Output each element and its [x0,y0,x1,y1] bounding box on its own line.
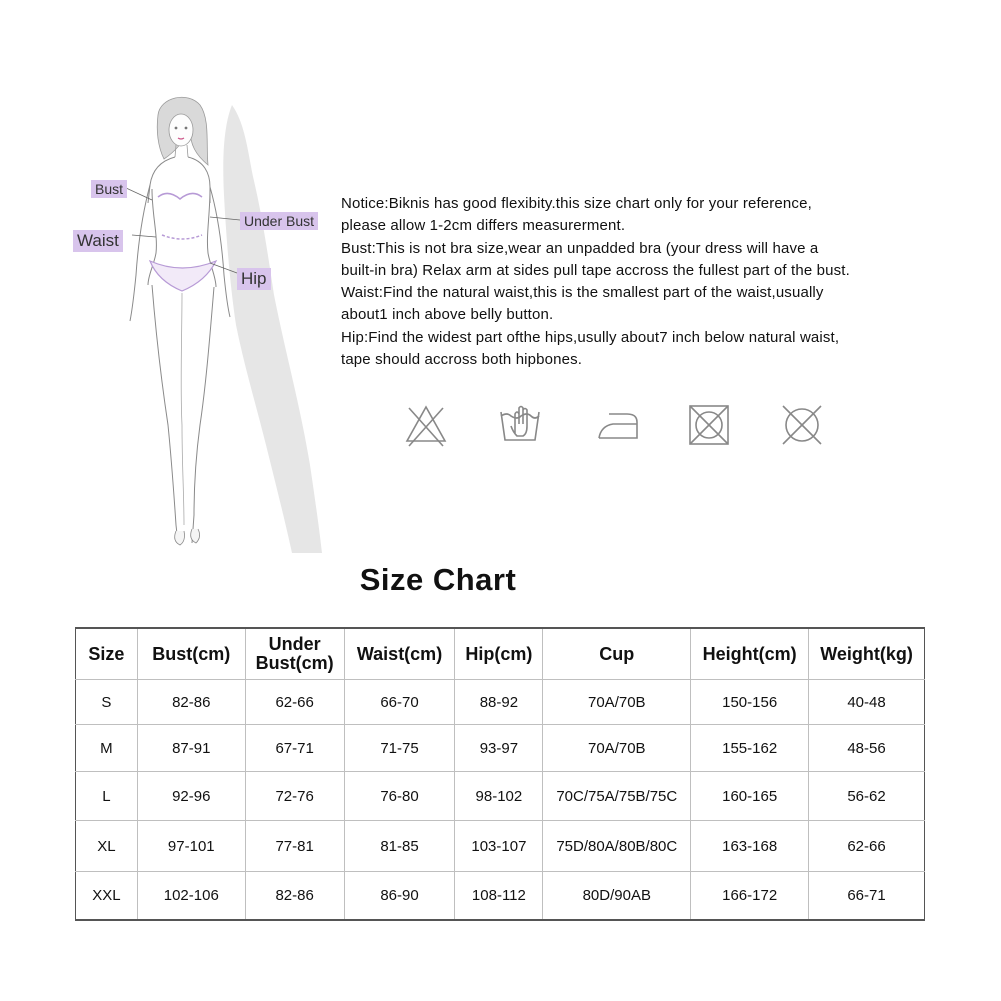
notice-line: Waist:Find the natural waist,this is the smallest part of the waist,usually [341,284,824,302]
notice-line: please allow 1-2cm differs measurerment. [341,217,626,235]
table-cell: 92-96 [137,772,245,821]
table-cell: 166-172 [691,872,809,921]
table-cell: 163-168 [691,821,809,872]
table-cell: 103-107 [455,821,543,872]
table-cell: 82-86 [137,680,245,725]
size-chart-title: Size Chart [359,562,517,597]
table-cell: 82-86 [245,872,344,921]
do-not-dry-clean-icon [779,400,825,448]
column-header: Cup [543,628,691,680]
table-cell: 97-101 [137,821,245,872]
column-header: Bust(cm) [137,628,245,680]
column-header: Weight(kg) [809,628,925,680]
table-cell: 155-162 [691,725,809,772]
table-row [76,772,925,821]
table-cell: 76-80 [344,772,455,821]
table-header-row [76,628,925,680]
table-cell: 70A/70B [543,725,691,772]
column-header: Size [76,628,138,680]
table-cell: 48-56 [809,725,925,772]
notice-line: Bust:This is not bra size,wear an unpadded bra (your dress will have a [341,239,819,257]
table-cell: 108-112 [455,872,543,921]
column-header: Hip(cm) [455,628,543,680]
table-cell: 40-48 [809,680,925,725]
table-cell: 70C/75A/75B/75C [543,772,691,821]
table-cell: 62-66 [809,821,925,872]
hip-label: Hip [237,268,271,290]
table-cell: 75D/80A/80B/80C [543,821,691,872]
column-header: Waist(cm) [344,628,455,680]
table-cell: 81-85 [344,821,455,872]
table-cell: 62-66 [245,680,344,725]
table-cell: 88-92 [455,680,543,725]
table-cell: 102-106 [137,872,245,921]
column-header: Height(cm) [691,628,809,680]
column-header: Under Bust(cm) [245,628,344,680]
table-cell: 72-76 [245,772,344,821]
table-row [76,821,925,872]
table-row [76,872,925,921]
table-cell: 71-75 [344,725,455,772]
table-cell: XL [76,821,138,872]
waist-label: Waist [73,230,123,252]
notice-line: Hip:Find the widest part ofthe hips,usully about7 inch below natural waist, [341,328,840,346]
table-cell: XXL [76,872,138,921]
table-cell: 150-156 [691,680,809,725]
under-bust-label: Under Bust [240,212,318,230]
table-cell: 67-71 [245,725,344,772]
table-cell: 86-90 [344,872,455,921]
table-cell: 56-62 [809,772,925,821]
table-cell: S [76,680,138,725]
table-cell: 66-70 [344,680,455,725]
table-cell: 77-81 [245,821,344,872]
bust-label: Bust [91,180,127,198]
table-cell: 98-102 [455,772,543,821]
model-figure-illustration [60,85,350,555]
size-chart-table [75,627,925,921]
do-not-bleach-icon [403,400,449,448]
table-cell: 160-165 [691,772,809,821]
notice-line: about1 inch above belly button. [341,306,554,324]
table-cell: 80D/90AB [543,872,691,921]
table-row [76,725,925,772]
notice-line: Notice:Biknis has good flexibity.this size chart only for your reference, [341,195,812,212]
do-not-tumble-dry-icon [686,400,732,448]
table-cell: 66-71 [809,872,925,921]
iron-icon [597,400,643,448]
notice-line: built-in bra) Relax arm at sides pull tape accross the fullest part of the bust. [341,261,850,279]
table-cell: M [76,725,138,772]
hand-wash-icon [497,400,543,448]
notice-text [341,193,961,371]
table-cell: L [76,772,138,821]
table-cell: 93-97 [455,725,543,772]
table-cell: 87-91 [137,725,245,772]
table-row [76,680,925,725]
notice-line: tape should accross both hipbones. [341,351,583,369]
table-cell: 70A/70B [543,680,691,725]
